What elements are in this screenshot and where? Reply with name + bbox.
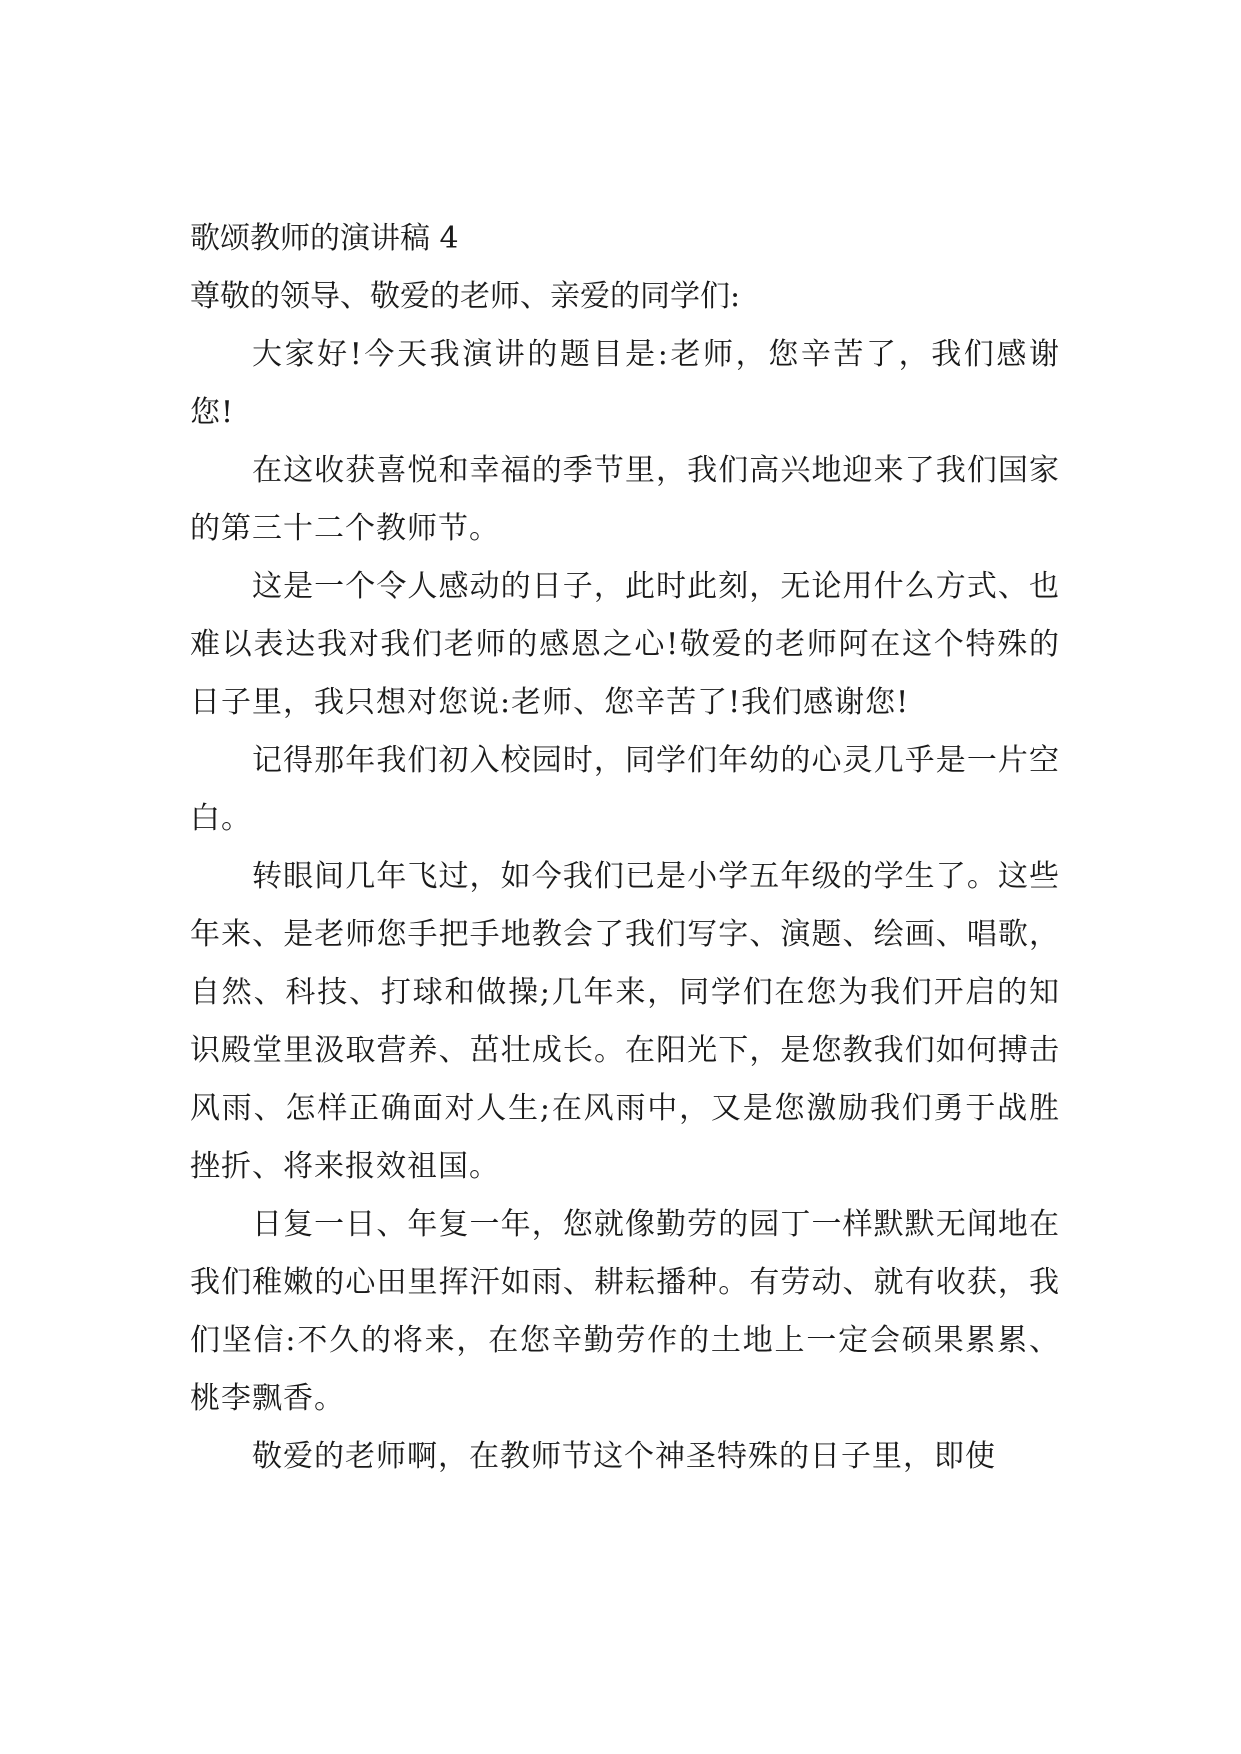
paragraph-gardener: 日复一日、年复一年，您就像勤劳的园丁一样默默无闻地在我们稚嫩的心田里挥汗如雨、耕耘播种。有劳动、就有收获，我们坚信:不久的将来，在您辛勤劳作的土地上一定会硕果累累、桃李飘香。 — [190, 1207, 1060, 1416]
paragraph-season: 在这收获喜悦和幸福的季节里，我们高兴地迎来了我们国家的第三十二个教师节。 — [190, 453, 1060, 546]
paragraph-memory: 记得那年我们初入校园时，同学们年幼的心灵几乎是一片空白。 — [190, 743, 1060, 836]
paragraph-years: 转眼间几年飞过，如今我们已是小学五年级的学生了。这些年来、是老师您手把手地教会了我们写字、演题、绘画、唱歌，自然、科技、打球和做操;几年来，同学们在您为我们开启的知识殿堂里汲取营养、茁壮成长。在阳光下，是您教我们如何搏击风雨、怎样正确面对人生;在风雨中，又是您激励我们勇于战胜挫折、将来报效祖国。 — [190, 859, 1060, 1184]
paragraph-closing: 敬爱的老师啊，在教师节这个神圣特殊的日子里，即使 — [252, 1439, 996, 1474]
document-title: 歌颂教师的演讲稿 4 — [190, 221, 459, 256]
paragraph-gratitude: 这是一个令人感动的日子，此时此刻，无论用什么方式、也难以表达我对我们老师的感恩之心!敬爱的老师阿在这个特殊的日子里，我只想对您说:老师、您辛苦了!我们感谢您! — [190, 569, 1060, 720]
paragraph-greeting: 大家好!今天我演讲的题目是:老师，您辛苦了，我们感谢您! — [190, 337, 1060, 430]
salutation: 尊敬的领导、敬爱的老师、亲爱的同学们: — [190, 279, 741, 314]
document-body — [190, 210, 1060, 1486]
